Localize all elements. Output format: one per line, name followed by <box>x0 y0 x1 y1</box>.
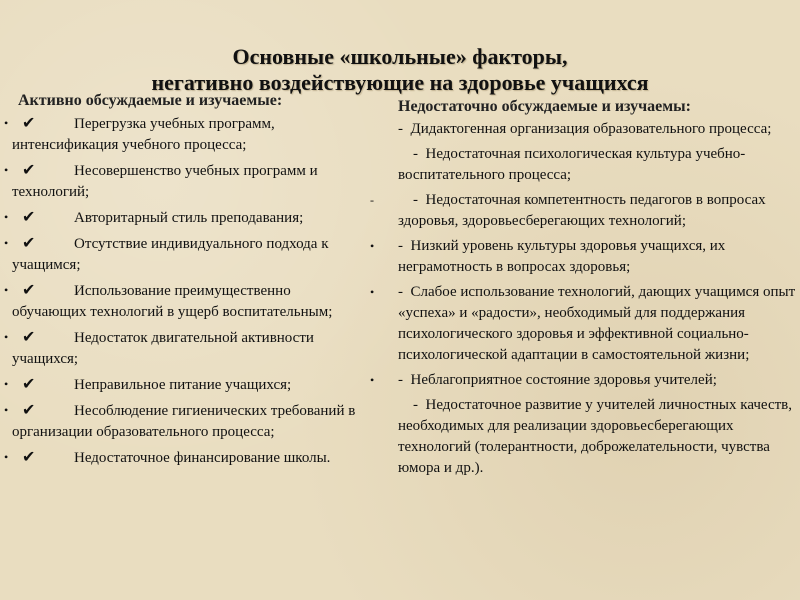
checkmark-icon: ✔ <box>22 235 36 252</box>
left-column <box>4 90 368 473</box>
left-list-item <box>4 400 368 443</box>
right-list-item <box>366 190 796 232</box>
bullet-marker-icon: • <box>370 373 375 387</box>
bullet-dot-icon: • <box>4 210 9 224</box>
bullet-dot-icon: • <box>4 450 9 464</box>
left-list-item-text: Авторитарный стиль преподавания; <box>74 210 304 226</box>
left-list-item-text: Недостаток двигательной активности учащихся; <box>12 330 314 367</box>
bullet-dot-icon: • <box>4 403 9 417</box>
checkmark-icon: ✔ <box>22 376 36 393</box>
checkmark-icon: ✔ <box>22 209 36 226</box>
left-list-item-text: Неправильное питание учащихся; <box>74 377 292 393</box>
right-list-item <box>366 119 796 140</box>
right-list-item <box>366 144 796 186</box>
right-list-item <box>366 395 796 479</box>
right-list-item-text: - Недостаточная психологическая культура учебно-воспитательного процесса; <box>398 146 746 183</box>
bullet-marker-icon: - <box>370 193 374 207</box>
left-list-item <box>4 160 368 203</box>
left-list-item-text: Недостаточное финансирование школы. <box>74 450 331 466</box>
slide-title-line-1: Основные «школьные» факторы, <box>232 44 568 69</box>
right-list-item-text: - Недостаточная компетентность педагогов в вопросах здоровья, здоровьесберегающих технологий; <box>398 192 770 229</box>
left-list-item <box>4 280 368 323</box>
left-list-item <box>4 207 368 229</box>
right-column-heading: Недостаточно обсуждаемые и изучаемы: <box>398 98 691 115</box>
right-list-item-text: - Дидактогенная организация образовательного процесса; <box>398 121 772 137</box>
slide-title <box>0 44 800 96</box>
left-list-item-text: Использование преимущественно обучающих технологий в ущерб воспитательным; <box>12 283 333 320</box>
checkmark-icon: ✔ <box>22 162 36 179</box>
left-list-item <box>4 374 368 396</box>
right-list-item <box>366 236 796 278</box>
left-list-item <box>4 327 368 370</box>
bullet-dot-icon: • <box>4 236 9 250</box>
checkmark-icon: ✔ <box>22 329 36 346</box>
bullet-marker-icon: • <box>370 285 375 299</box>
left-list-item-text: Несовершенство учебных программ и технологий; <box>12 163 318 200</box>
bullet-dot-icon: • <box>4 163 9 177</box>
slide-title-line-2: негативно воздействующие на здоровье учащихся <box>151 70 649 95</box>
right-list-item <box>366 282 799 366</box>
bullet-marker-icon: • <box>370 239 375 253</box>
right-list-item-text: - Неблагоприятное состояние здоровья учителей; <box>398 372 717 388</box>
right-factor-list <box>366 119 799 479</box>
bullet-dot-icon: • <box>4 377 9 391</box>
left-list-item-text: Несоблюдение гигиенических требований в организации образовательного процесса; <box>12 403 356 440</box>
right-list-item <box>366 370 796 391</box>
left-column-heading: Активно обсуждаемые и изучаемые: <box>18 92 283 109</box>
left-factor-list <box>4 113 368 469</box>
right-list-item-text: - Низкий уровень культуры здоровья учащихся, их неграмотность в вопросах здоровья; <box>398 238 730 275</box>
bullet-dot-icon: • <box>4 116 9 130</box>
checkmark-icon: ✔ <box>22 115 36 132</box>
left-list-item <box>4 447 368 469</box>
bullet-dot-icon: • <box>4 330 9 344</box>
right-list-item-text: - Слабое использование технологий, дающих учащимся опыт «успеха» и «радости», необходимый для поддержания психологического здоровья и эффективной социально-психологической адаптации в самостоятельной жизни; <box>398 284 799 363</box>
left-list-item-text: Перегрузка учебных программ, интенсификация учебного процесса; <box>12 116 275 153</box>
bullet-dot-icon: • <box>4 283 9 297</box>
left-list-item <box>4 233 368 276</box>
left-list-item <box>4 113 368 156</box>
right-list-item-text: - Недостаточное развитие у учителей личностных качеств, необходимых для реализации здоровьесберегающих технологий (толерантности, доброжелательности, чувства юмора и др.). <box>398 397 796 476</box>
checkmark-icon: ✔ <box>22 402 36 419</box>
checkmark-icon: ✔ <box>22 449 36 466</box>
left-list-item-text: Отсутствие индивидуального подхода к учащимся; <box>12 236 329 273</box>
checkmark-icon: ✔ <box>22 282 36 299</box>
right-column <box>366 96 799 483</box>
